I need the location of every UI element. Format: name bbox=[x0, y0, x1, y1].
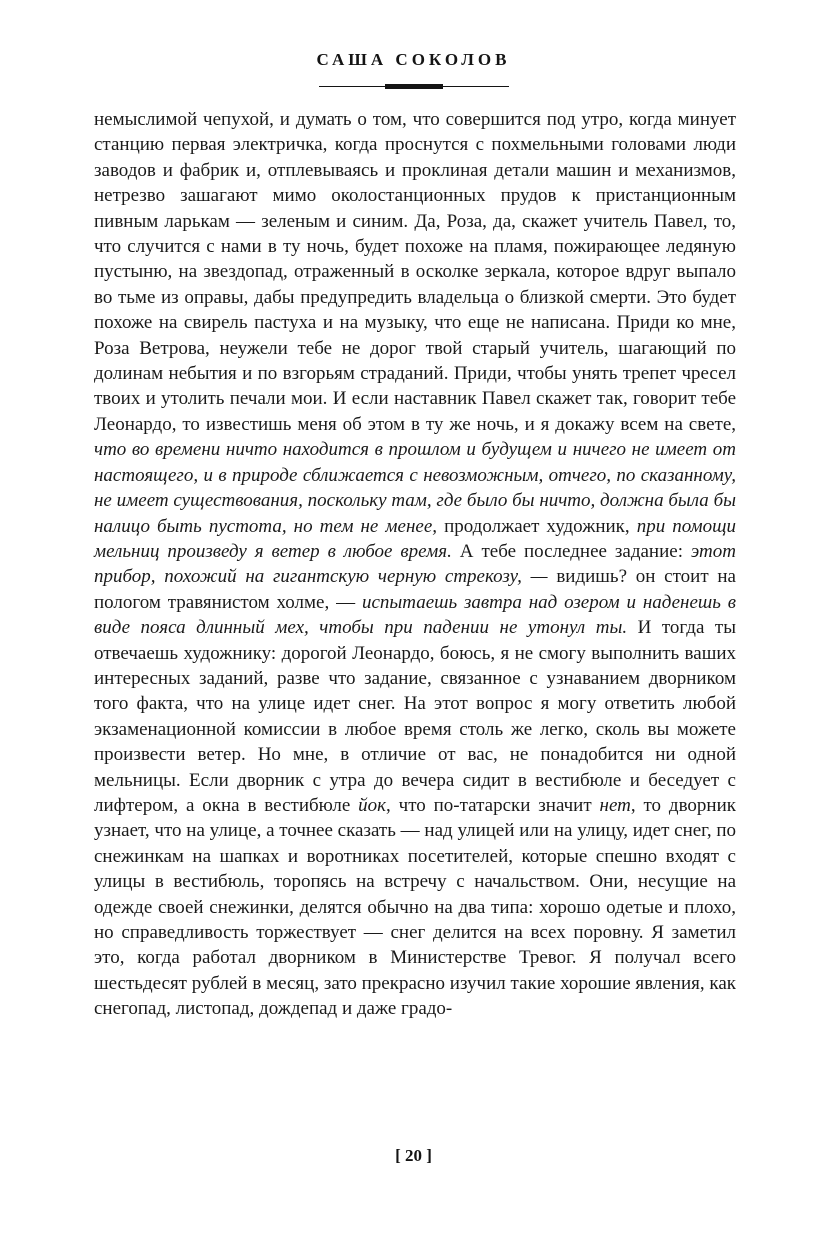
ornament-thick-rule bbox=[385, 84, 443, 89]
text-run-italic: что во времени ничто находится в прошлом и будущем и ничего не имеет от настоящего, и в природе сближается с невозможным, отчего, по сказанному, не имеет существования, поскольку там, где было бы ничто, должна была бы налицо быть пустота, но тем не менее, bbox=[94, 439, 736, 537]
text-run-italic: испытаешь завтра над озером и наденешь в виде пояса длинный мех, чтобы при падении не утонул ты. bbox=[94, 591, 736, 639]
page-number: [ 20 ] bbox=[395, 1146, 432, 1165]
body-text bbox=[94, 107, 736, 1022]
text-run-italic: при помощи мельниц произведу я ветер в любое время. bbox=[94, 515, 736, 562]
running-head-author: САША СОКОЛОВ bbox=[316, 50, 511, 69]
text-run: видишь? он стоит на пологом травянистом холме, — bbox=[94, 566, 736, 613]
text-run: , то дворник узнает, что на улице, а точнее сказать — над улицей или на улицу, идет снег, по снежинкам на шапках и воротниках посетителей, которые спешно входят с улицы в вестибюль, торопясь на встречу с начальством. Они, несущие на одежде своей снежинки, делятся обычно на два типа: хорошо одетые и плохо, но справедливость торжествует — снег делится на всех поровну. Я заметил это, когда работал дворником в Министерстве Тревог. Я получал всего шестьдесят рублей в месяц, зато прекрасно изучил такие хорошие явления, как снегопад, листопад, дождепад и даже градо- bbox=[94, 794, 736, 1020]
text-run-italic: нет bbox=[599, 794, 631, 816]
header-ornament-rule bbox=[319, 84, 509, 90]
text-run: И тогда ты отвечаешь художнику: дорогой Леонардо, боюсь, я не смогу выполнить ваших интересных заданий, разве что задание, связанное с узнаванием дворником того факта, что на улице идет снег. На этот вопрос я могу ответить любой экзаменационной комиссии в любое время столь же легко, сколь вы можете произвести ветер. Но мне, в отличие от вас, не понадобится ни одной мельницы. Если дворник с утра до вечера сидит в вестибюле и беседует с лифтером, а окна в вестибюле bbox=[94, 617, 736, 816]
text-run: , что по-татарски значит bbox=[386, 794, 600, 816]
text-run: немыслимой чепухой, и думать о том, что совершится под утро, когда минует станцию первая электричка, когда проснутся с похмельными головами люди заводов и фабрик и, отплевываясь и проклиная детали машин и механизмов, нетрезво зашагают мимо околостанционных прудов к пристанционным пивным ларькам — зеленым и синим. Да, Роза, да, скажет учитель Павел, то, что случится с нами в ту ночь, будет похоже на пламя, пожирающее ледяную пустыню, на звездопад, отраженный в осколке зеркала, которое вдруг выпало во тьме из оправы, дабы предупредить владельца о близкой смерти. Это будет похоже на свирель пастуха и на музыку, что еще не написана. Приди ко мне, Роза Ветрова, неужели тебе не дорог твой старый учитель, шагающий по долинам небытия и по взгорьям страданий. Приди, чтобы унять трепет чресел твоих и утолить печали мои. И если наставник Павел скажет так, говорит тебе Леонардо, то известишь меня об этом в ту же ночь, и я докажу всем на свете, bbox=[94, 109, 736, 435]
text-run: А тебе последнее задание: bbox=[451, 540, 691, 562]
text-run: продолжает художник, bbox=[437, 515, 637, 537]
text-run-italic: йок bbox=[358, 794, 387, 816]
text-run-italic: этот прибор, похожий на гигантскую черную стрекозу, — bbox=[94, 540, 736, 588]
